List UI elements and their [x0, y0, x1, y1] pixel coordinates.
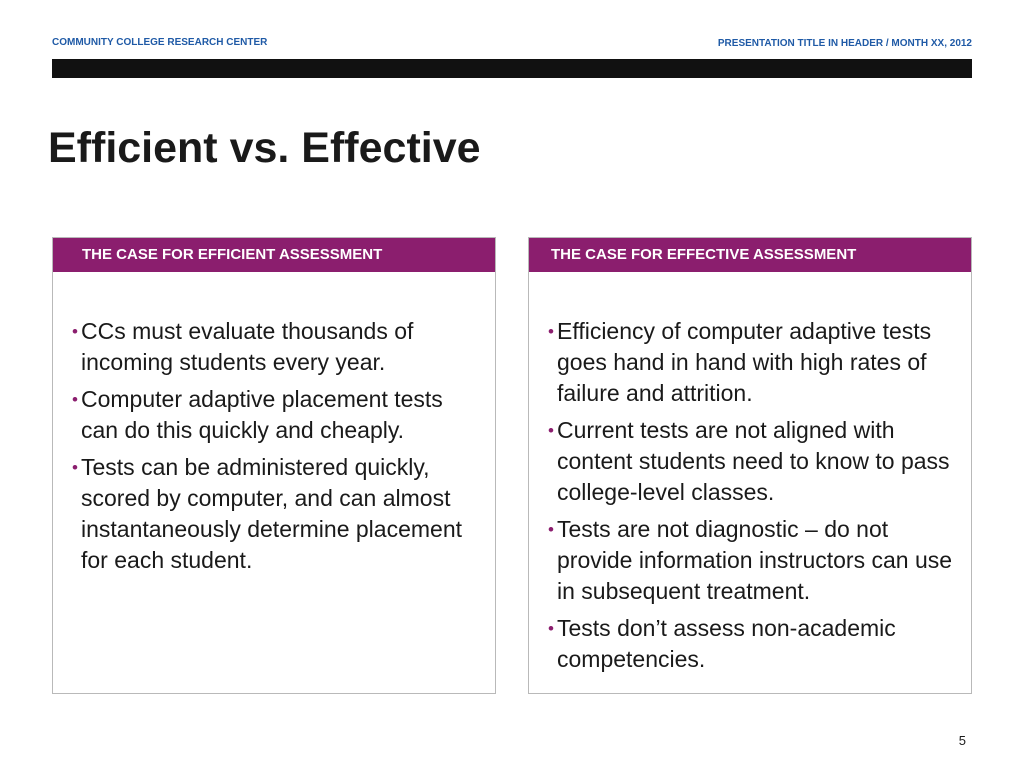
bullet-item: • Efficiency of computer adaptive tests goes hand in hand with high rates of failure and attrition.	[548, 318, 932, 406]
slide-title: Efficient vs. Effective	[48, 124, 481, 172]
bullet-dot-icon: •	[72, 458, 78, 477]
bullet-item: • Tests are not diagnostic – do not provide information instructors can use in subsequent treatment.	[548, 516, 953, 604]
bullet-list	[529, 272, 971, 675]
bullet-item: • Tests don’t assess non-academic competencies.	[548, 615, 896, 672]
presentation-title: PRESENTATION TITLE IN HEADER / MONTH XX, 2012	[717, 38, 972, 49]
bullet-dot-icon: •	[72, 390, 78, 409]
panel-heading: THE CASE FOR EFFECTIVE ASSESSMENT	[529, 238, 971, 272]
efficient-assessment-panel	[52, 237, 496, 694]
page-number: 5	[958, 733, 966, 748]
bullet-dot-icon: •	[548, 520, 554, 539]
organization-name: COMMUNITY COLLEGE RESEARCH CENTER	[52, 37, 268, 48]
bullet-dot-icon: •	[548, 322, 554, 341]
bullet-dot-icon: •	[548, 421, 554, 440]
bullet-item: • Computer adaptive placement tests can do this quickly and cheaply.	[72, 386, 443, 443]
bullet-list	[53, 272, 495, 576]
header-rule	[52, 59, 972, 78]
bullet-dot-icon: •	[72, 322, 78, 341]
effective-assessment-panel	[528, 237, 972, 694]
bullet-item: • Tests can be administered quickly, scored by computer, and can almost instantaneously determine placement for each student.	[72, 454, 463, 573]
panel-heading: THE CASE FOR EFFICIENT ASSESSMENT	[53, 238, 495, 272]
bullet-dot-icon: •	[548, 619, 554, 638]
bullet-item: • CCs must evaluate thousands of incoming students every year.	[72, 318, 414, 375]
bullet-item: • Current tests are not aligned with content students need to know to pass college-level classes.	[548, 417, 950, 505]
